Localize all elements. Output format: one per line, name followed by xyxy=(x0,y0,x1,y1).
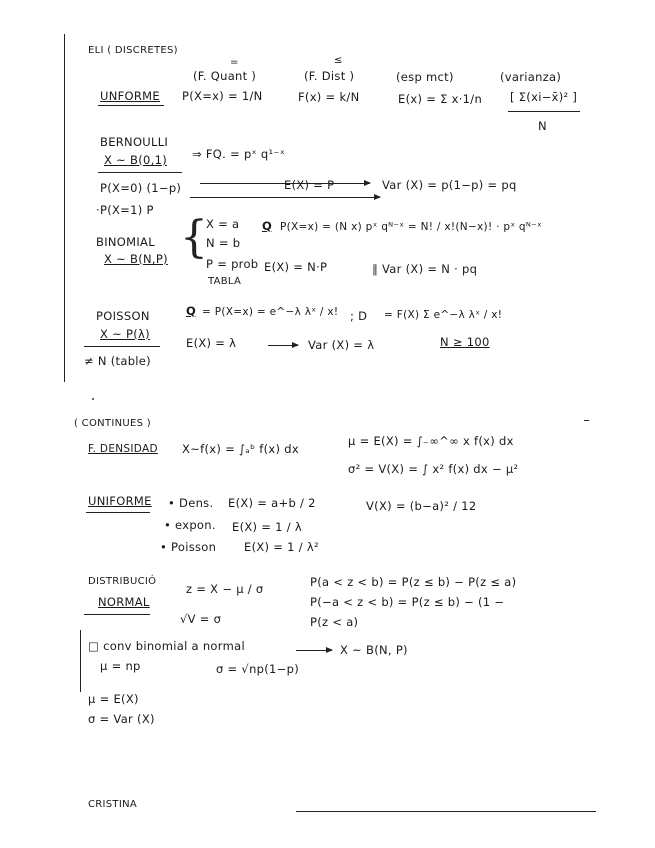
dash-mark xyxy=(584,420,589,421)
header-var: (varianza) xyxy=(500,70,562,84)
uniform-pq: P(X=x) = 1/N xyxy=(182,89,263,103)
uniform-var-den: N xyxy=(538,119,547,133)
header-dist: (F. Dist ) xyxy=(304,69,355,83)
normal-p2: P(−a < z < b) = P(z ≤ b) − (1 − xyxy=(310,595,505,609)
approx-mu: μ = np xyxy=(100,659,141,673)
bernoulli-p0: P(X=0) (1−p) xyxy=(100,181,182,195)
label-bernoulli: BERNOULLI xyxy=(100,135,169,149)
label-binomial: BINOMIAL xyxy=(96,235,155,249)
divider-line xyxy=(98,172,182,173)
bernoulli-p1: ·P(X=1) P xyxy=(96,203,154,217)
normal-sqrt: √V = σ xyxy=(180,612,222,626)
bernoulli-var: Var (X) = p(1−p) = pq xyxy=(382,178,517,192)
bernoulli-dist: X ~ B(0,1) xyxy=(104,153,167,167)
mark-le: ≤ xyxy=(334,55,343,66)
signature-line xyxy=(296,811,596,812)
section-title-continuous: ( CONTINUES ) xyxy=(74,418,151,429)
binomial-x: X = a xyxy=(206,217,240,231)
approx-sigma: σ = √np(1−p) xyxy=(216,662,299,676)
uniform-poisson-e: E(X) = 1 / λ² xyxy=(244,540,319,554)
poisson-neq: ≠ N (table) xyxy=(84,354,151,368)
margin-line xyxy=(80,630,81,692)
poisson-formula: = P(X=x) = e^−λ λˣ / x! xyxy=(202,306,339,318)
arrow-icon xyxy=(296,650,332,651)
poisson-ex: E(X) = λ xyxy=(186,336,237,350)
underline xyxy=(98,105,164,106)
approx-line: □ conv binomial a normal xyxy=(88,639,245,653)
uniform-dens-v: V(X) = (b−a)² / 12 xyxy=(366,499,477,513)
binomial-n: N = b xyxy=(206,236,241,250)
poisson-cond: N ≥ 100 xyxy=(440,335,490,349)
bernoulli-fq: ⇒ FQ. = pˣ q¹⁻ˣ xyxy=(192,147,286,161)
stray-dot xyxy=(92,398,94,400)
arrow-icon xyxy=(268,345,298,346)
mark-equal: = xyxy=(230,57,239,68)
poisson-d: ; D xyxy=(350,309,368,323)
normal-p3: P(z < a) xyxy=(310,615,359,629)
uniform-dens-label: • Dens. xyxy=(168,496,214,510)
label-normal-1: DISTRIBUCIÓ xyxy=(88,576,157,587)
binomial-ex: E(X) = N·P xyxy=(264,260,328,274)
uniform-expon-e: E(X) = 1 / λ xyxy=(232,520,302,534)
binomial-formula: P(X=x) = (N x) pˣ qᴺ⁻ˣ = N! / x!(N−x)! · pˣ qᴺ⁻ˣ xyxy=(280,221,542,233)
double-underline xyxy=(84,614,150,615)
uniform-fx: F(x) = k/N xyxy=(298,90,360,104)
brace: { xyxy=(180,212,208,263)
uniform-poisson-label: • Poisson xyxy=(160,540,217,554)
underline xyxy=(86,512,150,513)
double-underline xyxy=(84,346,160,347)
binomial-p: P = prob xyxy=(206,257,259,271)
normal-p1: P(a < z < b) = P(z ≤ b) − P(z ≤ a) xyxy=(310,575,517,589)
binomial-var: ∥ Var (X) = N · pq xyxy=(372,262,478,276)
uniform-ex: E(x) = Σ x·1/n xyxy=(398,92,483,106)
label-normal-2: NORMAL xyxy=(98,595,150,609)
binomial-q: Q xyxy=(262,219,273,233)
margin-line xyxy=(64,34,65,382)
label-uniform-discrete: UNFORME xyxy=(100,89,160,103)
poisson-dist: X ~ P(λ) xyxy=(100,327,150,341)
header-esp: (esp mct) xyxy=(396,70,454,84)
arrow-icon xyxy=(190,197,380,198)
signature: CRISTINA xyxy=(88,799,138,810)
normal-z: z = X − μ / σ xyxy=(186,582,264,596)
poisson-q: Q xyxy=(186,304,197,318)
bernoulli-ex: E(X) = P xyxy=(284,178,335,192)
poisson-d-formula: = F(X) Σ e^−λ λˣ / x! xyxy=(384,309,503,321)
label-density: F. DENSIDAD xyxy=(88,443,158,455)
poisson-var: Var (X) = λ xyxy=(308,338,375,352)
approx-target: X ~ B(N, P) xyxy=(340,643,408,657)
density-mu: μ = E(X) = ∫₋∞^∞ x f(x) dx xyxy=(348,434,514,448)
approx-ex: μ = E(X) xyxy=(88,692,139,706)
uniform-expon-label: • expon. xyxy=(164,518,216,532)
section-title-discrete: ELI ( DISCRETES) xyxy=(88,45,178,56)
binomial-tabla: TABLA xyxy=(208,276,242,287)
label-poisson: POISSON xyxy=(96,309,150,323)
uniform-var-num: [ Σ(xi−x̄)² ] xyxy=(510,90,578,104)
uniform-dens-e: E(X) = a+b / 2 xyxy=(228,496,316,510)
density-sigma: σ² = V(X) = ∫ x² f(x) dx − μ² xyxy=(348,462,519,476)
header-quant: (F. Quant ) xyxy=(193,69,257,83)
density-def: X~f(x) = ∫ₐᵇ f(x) dx xyxy=(182,442,299,456)
fraction-bar xyxy=(508,111,580,112)
binomial-dist: X ~ B(N,P) xyxy=(104,252,168,266)
label-uniform-continuous: UNIFORME xyxy=(88,494,152,508)
approx-var: σ = Var (X) xyxy=(88,712,155,726)
